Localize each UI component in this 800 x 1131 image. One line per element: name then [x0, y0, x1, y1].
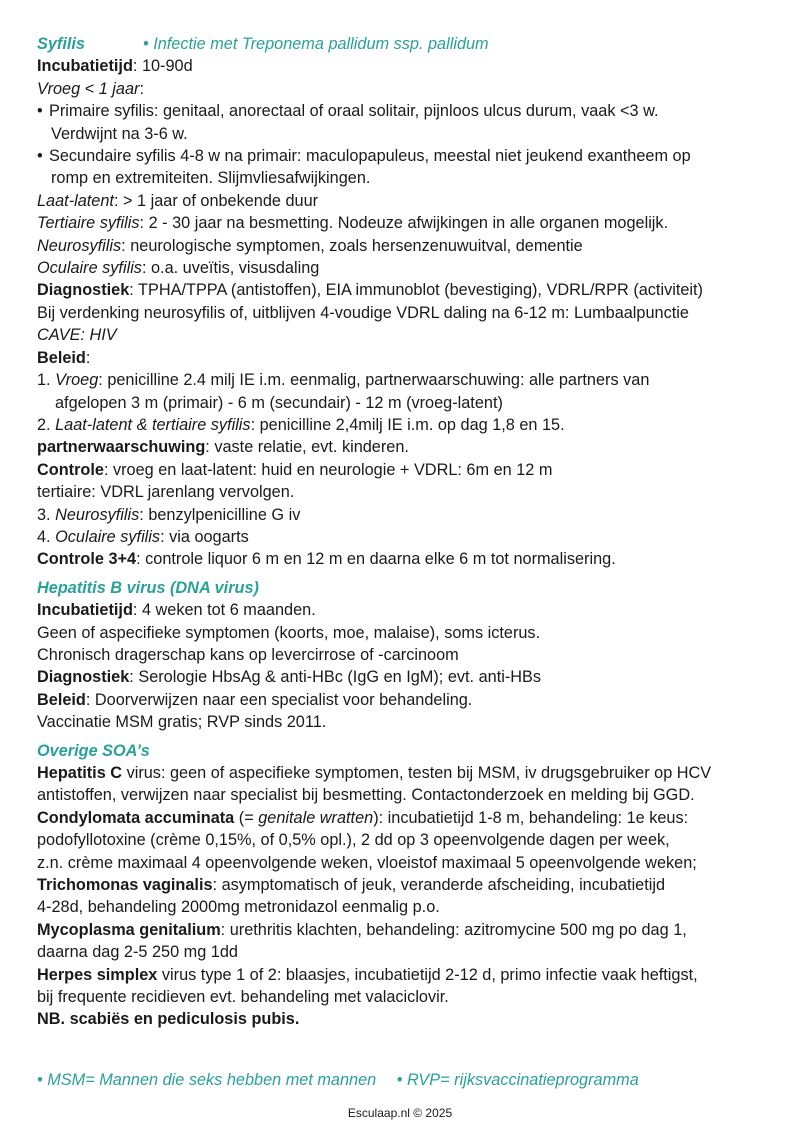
partner-line	[37, 436, 777, 458]
tertiary-line	[37, 212, 777, 234]
suspicion-line: Bij verdenking neurosyfilis of, uitblijven 4-voudige VDRL daling na 6-12 m: Lumbaalpunctie	[37, 303, 689, 322]
text: NB. scabiës en pediculosis pubis.	[37, 1010, 300, 1029]
number: 3.	[37, 505, 56, 524]
trichomonas-line	[37, 874, 777, 896]
label: Incubatietijd	[37, 601, 133, 620]
value: virus: geen of aspecifieke symptomen, testen bij MSM, iv drugsgebruiker op HCV	[122, 764, 712, 782]
label: Oculaire syfilis	[37, 259, 142, 278]
tertiary-control-line: tertiaire: VDRL jarenlang vervolgen.	[37, 483, 295, 502]
bullet-icon: •	[37, 147, 43, 166]
value: : urethritis klachten, behandeling: azitromycine 500 mg po dag 1,	[220, 920, 687, 939]
label: Neurosyfilis	[55, 505, 140, 524]
vaccination-line: Vaccinatie MSM gratis; RVP sinds 2011.	[37, 713, 327, 732]
section-title: Syfilis	[37, 35, 85, 53]
label: Condylomata accuminata	[37, 808, 235, 827]
label: Vroeg < 1 jaar	[37, 79, 140, 98]
label: partnerwaarschuwing	[37, 438, 206, 457]
label: Neurosyfilis	[37, 236, 122, 255]
value: : o.a. uveïtis, visusdaling	[141, 259, 320, 278]
value: : Serologie HbsAg & anti-HBc (IgG en IgM); evt. anti-HBs	[129, 668, 542, 687]
neuro-line	[37, 235, 777, 257]
text: Primaire syfilis: genitaal, anorectaal of oraal solitair, pijnloos ulcus durum, vaak <3 w.	[49, 102, 659, 121]
label: Vroeg	[55, 371, 99, 390]
symptoms-line: Geen of aspecifieke symptomen (koorts, moe, malaise), soms icterus.	[37, 623, 541, 642]
trichomonas-continuation: 4-28d, behandeling 2000mg metronidazol eenmalig p.o.	[37, 898, 440, 917]
label: Oculaire syfilis	[55, 527, 161, 546]
policy-line	[37, 689, 777, 711]
herpes-continuation: bij frequente recidieven evt. behandeling met valaciclovir.	[37, 988, 449, 1007]
other-sti-heading: Overige SOA’s	[37, 741, 150, 760]
value: : vroeg en laat-latent: huid en neurologie + VDRL: 6m en 12 m	[103, 460, 553, 479]
label: Mycoplasma genitalium	[37, 920, 221, 939]
value: : 10-90d	[132, 57, 193, 76]
condylomata-line	[37, 807, 777, 829]
value: : > 1 jaar of onbekende duur	[113, 191, 319, 210]
number: 1.	[37, 371, 56, 390]
label: Beleid	[37, 690, 86, 709]
value: : via oogarts	[160, 527, 249, 546]
value: : Doorverwijzen naar een specialist voor behandeling.	[85, 690, 473, 709]
hepc-line	[37, 762, 777, 784]
control-3-4-line	[37, 548, 777, 570]
section-subtitle: • Infectie met Treponema pallidum ssp. pallidum	[142, 35, 489, 53]
list-item	[37, 100, 777, 122]
text: CAVE: HIV	[37, 326, 117, 345]
list-item-continuation: Verdwijnt na 3-6 w.	[51, 124, 188, 143]
policy-item-2	[37, 414, 777, 436]
early-heading	[37, 78, 777, 100]
value: : 4 weken tot 6 maanden.	[132, 601, 316, 620]
suffix: :	[85, 348, 91, 367]
value: virus type 1 of 2: blaasjes, incubatietijd 2-12 d, primo infectie vaak heftigst,	[157, 965, 698, 984]
footnote-msm: • MSM= Mannen die seks hebben met mannen	[37, 1071, 377, 1089]
suffix: :	[139, 79, 144, 98]
policy-item-continuation: afgelopen 3 m (primair) - 6 m (secundair) - 12 m (vroeg-latent)	[55, 393, 503, 412]
cave-line	[37, 324, 777, 346]
list-item	[37, 145, 777, 167]
label: Diagnostiek	[37, 281, 130, 300]
hepc-continuation: antistoffen, verwijzen naar specialist bij besmetting. Contactonderzoek en melding bij GGD.	[37, 786, 695, 805]
policy-item-1	[37, 369, 777, 391]
value: : penicilline 2.4 milj IE i.m. eenmalig, partnerwaarschuwing: alle partners van	[98, 371, 650, 390]
incubation-line	[37, 599, 777, 621]
herpes-line	[37, 964, 777, 986]
label: Laat-latent	[37, 191, 114, 210]
italic-term: genitale wratten	[258, 808, 374, 827]
label: Laat-latent & tertiaire syfilis	[55, 415, 251, 434]
condylomata-continuation: z.n. crème maximaal 4 opeenvolgende weken, vloeistof maximaal 5 opeenvolgende weken;	[37, 853, 697, 872]
mycoplasma-line	[37, 919, 777, 941]
footnote-rvp: • RVP= rijksvaccinatieprogramma	[396, 1071, 639, 1089]
label: Diagnostiek	[37, 668, 130, 687]
value: ): incubatietijd 1-8 m, behandeling: 1e keus:	[373, 808, 689, 827]
label: Controle 3+4	[37, 550, 137, 569]
value: : TPHA/TPPA (antistoffen), EIA immunoblot (bevestiging), VDRL/RPR (activiteit)	[129, 281, 703, 300]
document-body	[37, 33, 777, 1031]
policy-heading	[37, 347, 777, 369]
label: Tertiaire syfilis	[37, 214, 140, 233]
diagnostics-line	[37, 666, 777, 688]
hepb-heading: Hepatitis B virus (DNA virus)	[37, 578, 259, 597]
value: : vaste relatie, evt. kinderen.	[205, 438, 409, 457]
policy-item-4	[37, 526, 777, 548]
nb-line	[37, 1008, 777, 1030]
ocular-line	[37, 257, 777, 279]
text: Secundaire syfilis 4-8 w na primair: maculopapuleus, meestal niet jeukend exantheem op	[49, 147, 691, 166]
footnotes	[37, 1069, 639, 1091]
list-item-continuation: romp en extremiteiten. Slijmvliesafwijkingen.	[51, 169, 371, 188]
copyright: Esculaap.nl © 2025	[347, 1106, 453, 1120]
label: Hepatitis C	[37, 764, 123, 782]
label: Trichomonas vaginalis	[37, 876, 213, 895]
chronic-line: Chronisch dragerschap kans op levercirrose of -carcinoom	[37, 645, 459, 664]
label: Controle	[37, 460, 104, 479]
condylomata-continuation: podofyllotoxine (crème 0,15%, of 0,5% opl.), 2 dd op 3 opeenvolgende dagen per week,	[37, 831, 670, 850]
number: 4.	[37, 527, 56, 546]
mycoplasma-continuation: daarna dag 2-5 250 mg 1dd	[37, 943, 238, 962]
policy-item-3	[37, 504, 777, 526]
value: : penicilline 2,4milj IE i.m. op dag 1,8 en 15.	[250, 415, 565, 434]
control-line	[37, 459, 777, 481]
syfilis-heading	[37, 33, 777, 55]
incubation-line	[37, 55, 777, 77]
value: : asymptomatisch of jeuk, veranderde afscheiding, incubatietijd	[212, 876, 666, 895]
late-latent-line	[37, 190, 777, 212]
label: Herpes simplex	[37, 965, 158, 984]
bullet-icon: •	[37, 102, 43, 121]
number: 2.	[37, 415, 56, 434]
value: : benzylpenicilline G iv	[139, 505, 301, 524]
label: Incubatietijd	[37, 57, 133, 76]
value: : 2 - 30 jaar na besmetting. Nodeuze afwijkingen in alle organen mogelijk.	[139, 214, 669, 233]
diagnostics-line	[37, 279, 777, 301]
label: Beleid	[37, 348, 86, 367]
open: (=	[234, 808, 259, 827]
value: : neurologische symptomen, zoals hersenzenuwuitval, dementie	[121, 236, 583, 255]
value: : controle liquor 6 m en 12 m en daarna elke 6 m tot normalisering.	[136, 550, 616, 569]
